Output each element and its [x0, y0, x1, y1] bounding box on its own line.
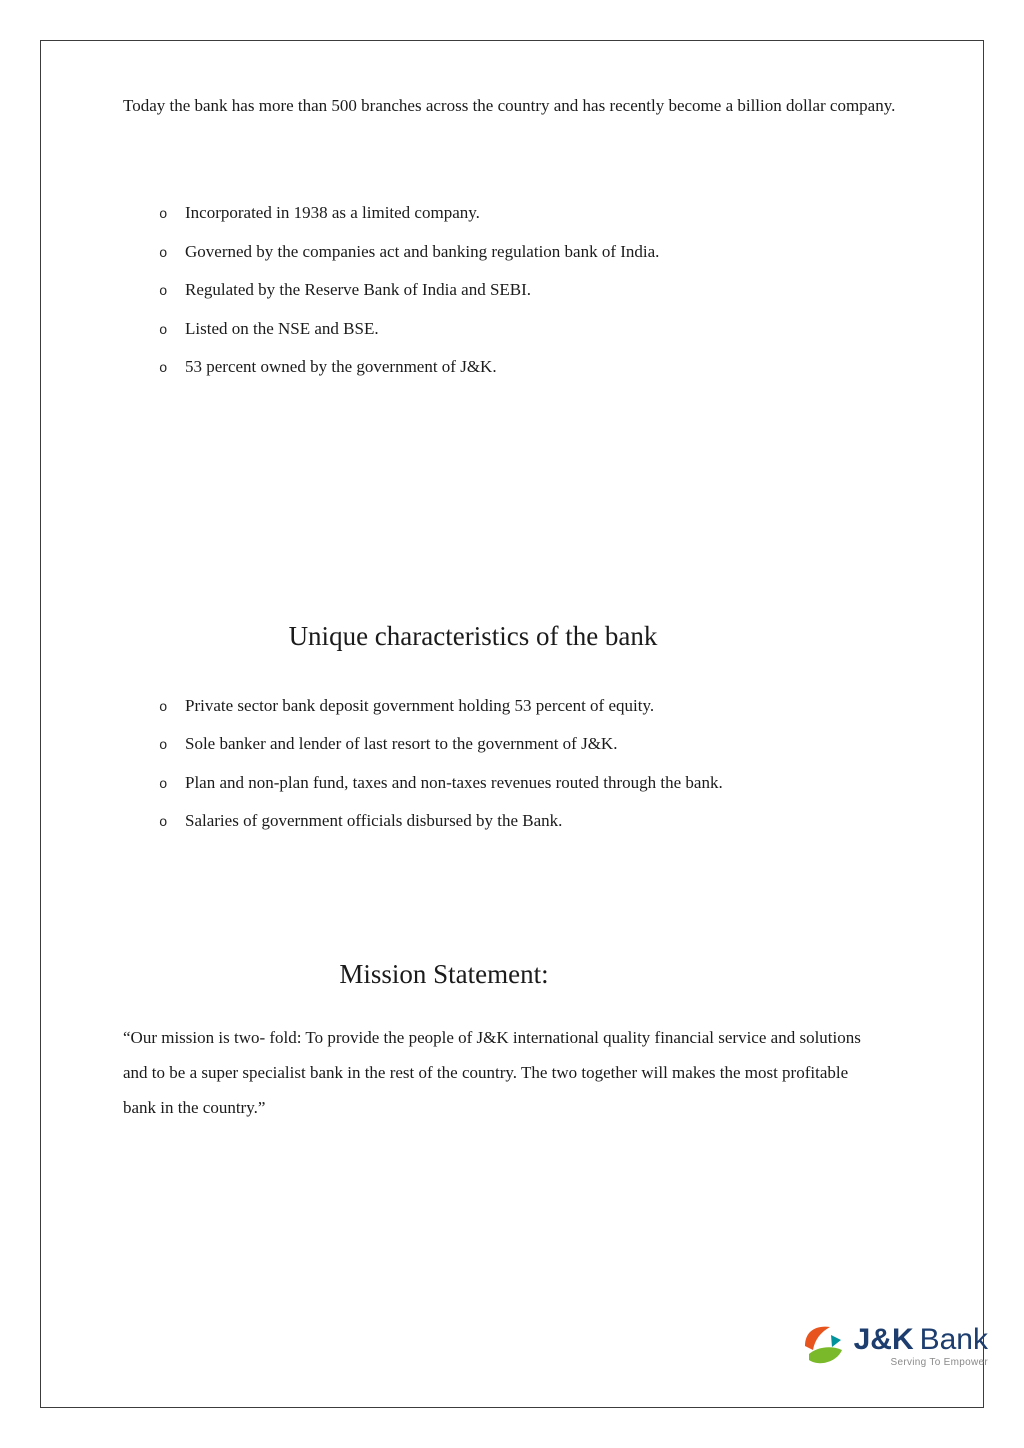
list-item-text: Salaries of government officials disbursed by the Bank. — [185, 811, 563, 830]
jk-bank-logo-icon — [800, 1322, 848, 1370]
section-heading-mission-statement: Mission Statement: — [339, 958, 549, 989]
page-content — [123, 88, 913, 1125]
bullet-marker: o — [159, 815, 168, 831]
logo-text — [854, 1324, 988, 1369]
jk-bank-logo — [800, 1322, 988, 1370]
list-item — [123, 195, 913, 234]
bullet-marker: o — [159, 245, 168, 262]
list-item — [123, 765, 913, 804]
brand-jk: J&K — [853, 1322, 914, 1356]
list-item — [123, 272, 913, 311]
brand-wordmark — [854, 1324, 988, 1356]
list-item-text: Listed on the NSE and BSE. — [185, 318, 379, 338]
list-item-text: Plan and non-plan fund, taxes and non-taxes revenues routed through the bank. — [185, 772, 723, 792]
list-item-text: Governed by the companies act and banking regulation bank of India. — [185, 241, 660, 261]
list-item — [123, 349, 913, 388]
bullet-marker: o — [159, 284, 168, 300]
list-item-text: Private sector bank deposit government holding 53 percent of equity. — [185, 695, 655, 715]
section-heading-unique-characteristics: Unique characteristics of the bank — [288, 620, 658, 651]
brand-bank: Bank — [919, 1322, 988, 1356]
logo-shape-green — [809, 1347, 842, 1363]
logo-shape-teal — [831, 1335, 841, 1347]
bullet-marker: o — [159, 738, 168, 754]
logo-shape-orange — [805, 1327, 830, 1350]
list-item-text: Sole banker and lender of last resort to the government of J&K. — [185, 734, 618, 753]
bullet-marker: o — [159, 322, 168, 339]
list-item-text: 53 percent owned by the government of J&K. — [185, 357, 497, 376]
logo-tagline: Serving To Empower — [890, 1356, 988, 1368]
list-item — [123, 234, 913, 273]
list-item — [123, 726, 913, 765]
list-item — [123, 311, 913, 350]
intro-paragraph: Today the bank has more than 500 branches across the country and has recently become a billion dollar company. — [123, 96, 896, 115]
list-item-text: Incorporated in 1938 as a limited company. — [185, 203, 480, 222]
bullet-marker: o — [159, 776, 168, 793]
bullet-marker: o — [159, 207, 168, 223]
bank-facts-list — [123, 195, 913, 388]
list-item — [123, 803, 913, 842]
list-item-text: Regulated by the Reserve Bank of India and SEBI. — [185, 280, 532, 299]
list-item — [123, 688, 913, 727]
unique-characteristics-list — [123, 688, 913, 842]
mission-paragraph: “Our mission is two- fold: To provide the people of J&K international quality financial service and solutions and to be a super specialist bank in the rest of the country. The two together will makes the most profitable bank in the country.” — [123, 1027, 861, 1117]
bullet-marker: o — [159, 361, 168, 377]
bullet-marker: o — [159, 699, 168, 716]
